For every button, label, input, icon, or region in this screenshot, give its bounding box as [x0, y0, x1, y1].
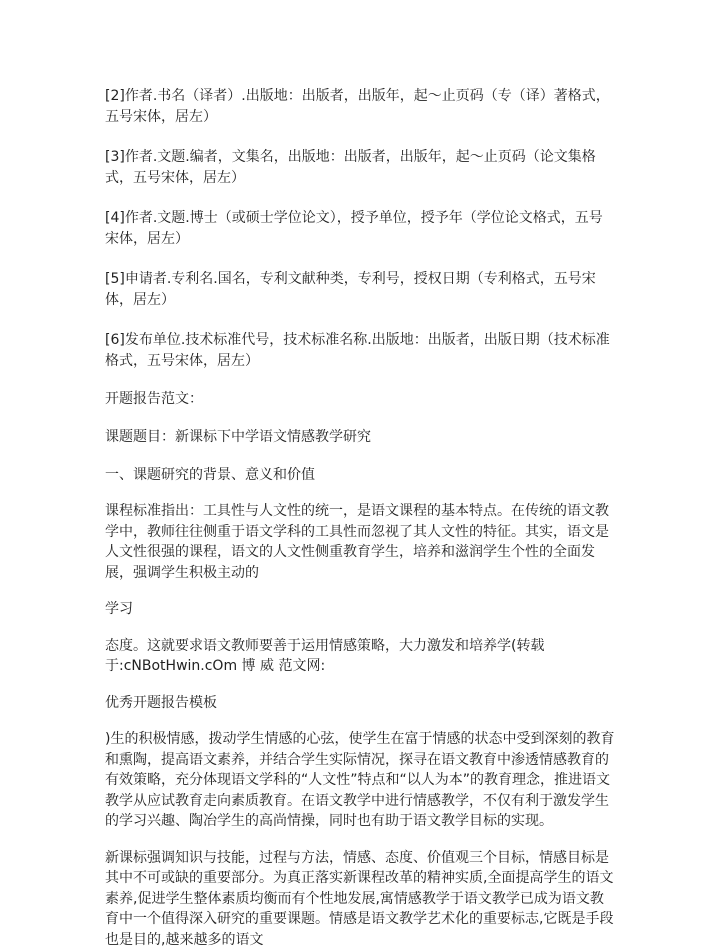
topic-line: 课题题目：新课标下中学语文情感教学研究 — [105, 427, 615, 447]
section1-title: 一、课题研究的背景、意义和价值 — [105, 465, 615, 485]
reference-6: [6]发布单位.技术标准代号，技术标准名称.出版地：出版者，出版日期（技术标准格式，五号宋体，居左） — [105, 330, 615, 371]
reference-5: [5]申请者.专利名.国名，专利文献种类，专利号，授权日期（专利格式，五号宋体，居左） — [105, 269, 615, 310]
paragraph-standard: 课程标准指出：工具性与人文性的统一，是语文课程的基本特点。在传统的语文教学中，教师往往侧重于语文学科的工具性而忽视了其人文性的特征。其实，语文是人文性很强的课程，语文的人文性侧重教育学生，培养和滋润学生个性的全面发展，强调学生积极主动的 — [105, 501, 615, 583]
reference-4: [4]作者.文题.博士（或硕士学位论文），授予单位，授予年（学位论文格式，五号宋体，居左） — [105, 208, 615, 249]
reference-2: [2]作者.书名（译者）.出版地：出版者，出版年，起～止页码（专（译）著格式，五号宋体，居左） — [105, 86, 615, 127]
paragraph-attitude: 态度。这就要求语文教师要善于运用情感策略，大力激发和培养学(转载于:cNBotHwin.cOm 博 威 范文网: — [105, 636, 615, 677]
template-line: 优秀开题报告模板 — [105, 693, 615, 714]
paragraph-goals: 新课标强调知识与技能，过程与方法，情感、态度、价值观三个目标，情感目标是其中不可或缺的重要部分。为真正落实新课程改革的精神实质,全面提高学生的语文素养,促进学生整体素质均衡而有个性地发展,寓情感教学于语文教学已成为语文教育中一个值得深入研究的重要课题。情感是语文教学艺术化的重要标志,它既是手段也是目的,越来越多的语文 — [105, 848, 615, 950]
paragraph-emotion: )生的积极情感，拨动学生情感的心弦，使学生在富于情感的状态中受到深刻的教育和熏陶，提高语文素养，并结合学生实际情况，探寻在语文教育中渗透情感教育的有效策略，充分体现语文学科的“人文性”特点和“以人为本”的教育理念，推进语文教学从应试教育走向素质教育。在语文教学中进行情感教学，不仅有利于激发学生的学习兴趣、陶冶学生的高尚情操，同时也有助于语文教学目标的实现。 — [105, 729, 615, 832]
reference-3: [3]作者.文题.编者，文集名，出版地：出版者，出版年，起～止页码（论文集格式，五号宋体，居左） — [105, 147, 615, 188]
word-study: 学习 — [105, 599, 615, 620]
sample-heading: 开题报告范文： — [105, 389, 615, 409]
